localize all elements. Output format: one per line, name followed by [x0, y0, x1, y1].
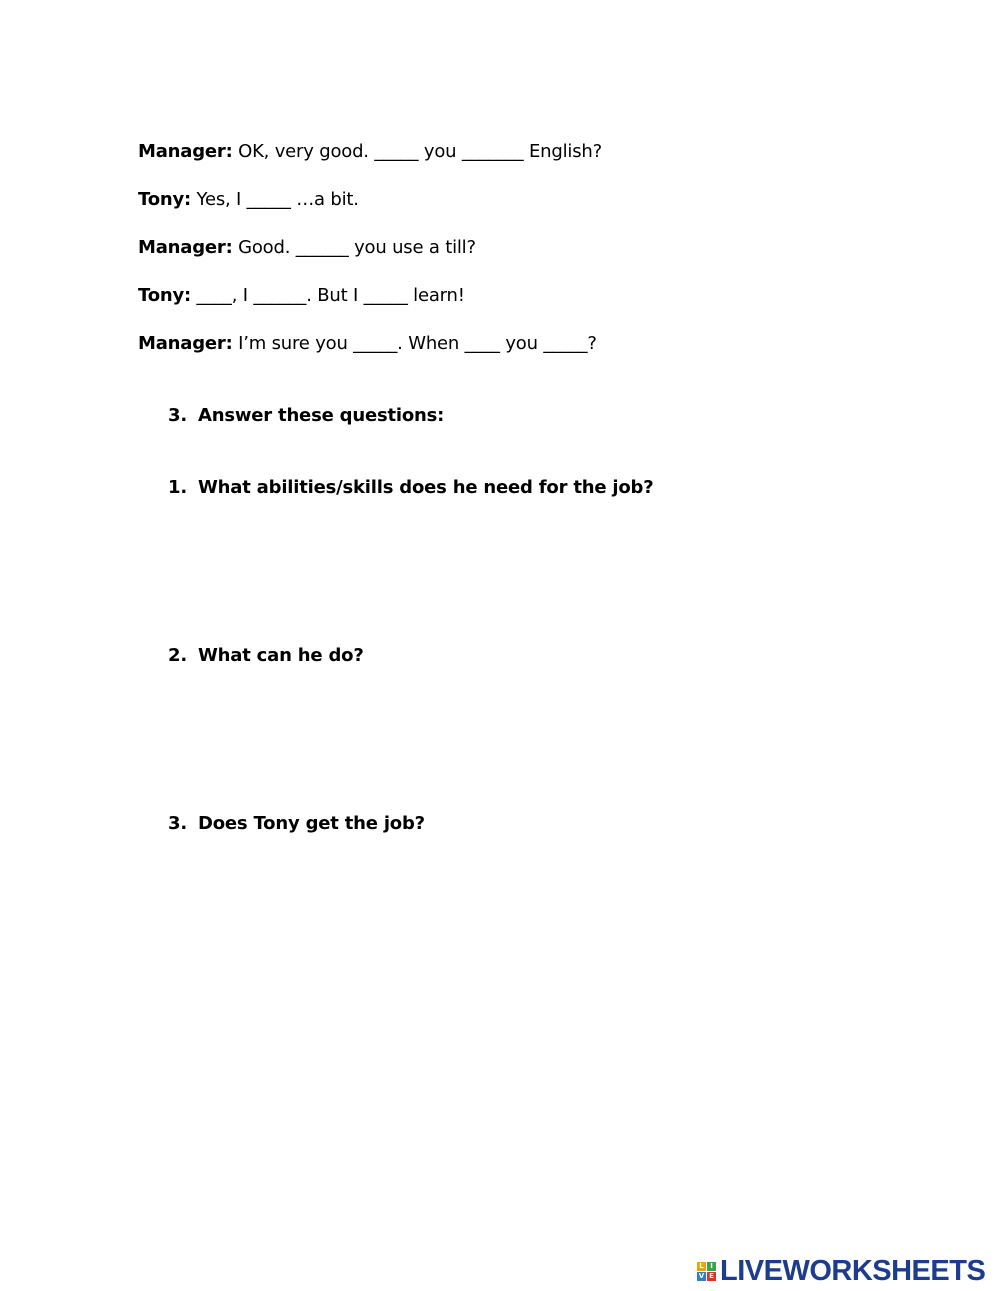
speaker-label: Manager:	[138, 333, 233, 354]
logo-badge-icon	[697, 1262, 716, 1281]
question-1	[168, 476, 653, 500]
question-text: Does Tony get the job?	[198, 813, 425, 834]
speaker-label: Tony:	[138, 189, 192, 210]
question-number: 3.	[168, 813, 187, 834]
question-number: 1.	[168, 477, 187, 498]
question-text: What can he do?	[198, 645, 364, 666]
speaker-label: Tony:	[138, 285, 192, 306]
dialogue-line-1	[138, 140, 602, 164]
section-heading	[168, 404, 444, 428]
question-number: 2.	[168, 645, 187, 666]
speaker-label: Manager:	[138, 141, 233, 162]
dialogue-text: Good. ______ you use a till?	[232, 237, 476, 258]
dialogue-text: OK, very good. _____ you _______ English?	[232, 141, 602, 162]
badge-letter-e: E	[707, 1272, 716, 1281]
question-3	[168, 812, 425, 836]
badge-letter-l: L	[697, 1262, 706, 1271]
liveworksheets-logo	[697, 1256, 985, 1286]
dialogue-line-4	[138, 284, 465, 308]
dialogue-line-2	[138, 188, 359, 212]
dialogue-text: I’m sure you _____. When ____ you _____?	[232, 333, 597, 354]
question-2	[168, 644, 364, 668]
speaker-label: Manager:	[138, 237, 233, 258]
badge-letter-v: V	[698, 1271, 705, 1280]
section-number: 3.	[168, 405, 187, 426]
dialogue-text: ____, I ______. But I _____ learn!	[191, 285, 465, 306]
dialogue-text: Yes, I _____ …a bit.	[191, 189, 359, 210]
logo-text: LIVEWORKSHEETS	[720, 1254, 986, 1287]
dialogue-line-5	[138, 332, 597, 356]
section-title: Answer these questions:	[198, 405, 445, 426]
badge-letter-i: I	[707, 1262, 716, 1271]
dialogue-line-3	[138, 236, 476, 260]
question-text: What abilities/skills does he need for the job?	[198, 477, 654, 498]
